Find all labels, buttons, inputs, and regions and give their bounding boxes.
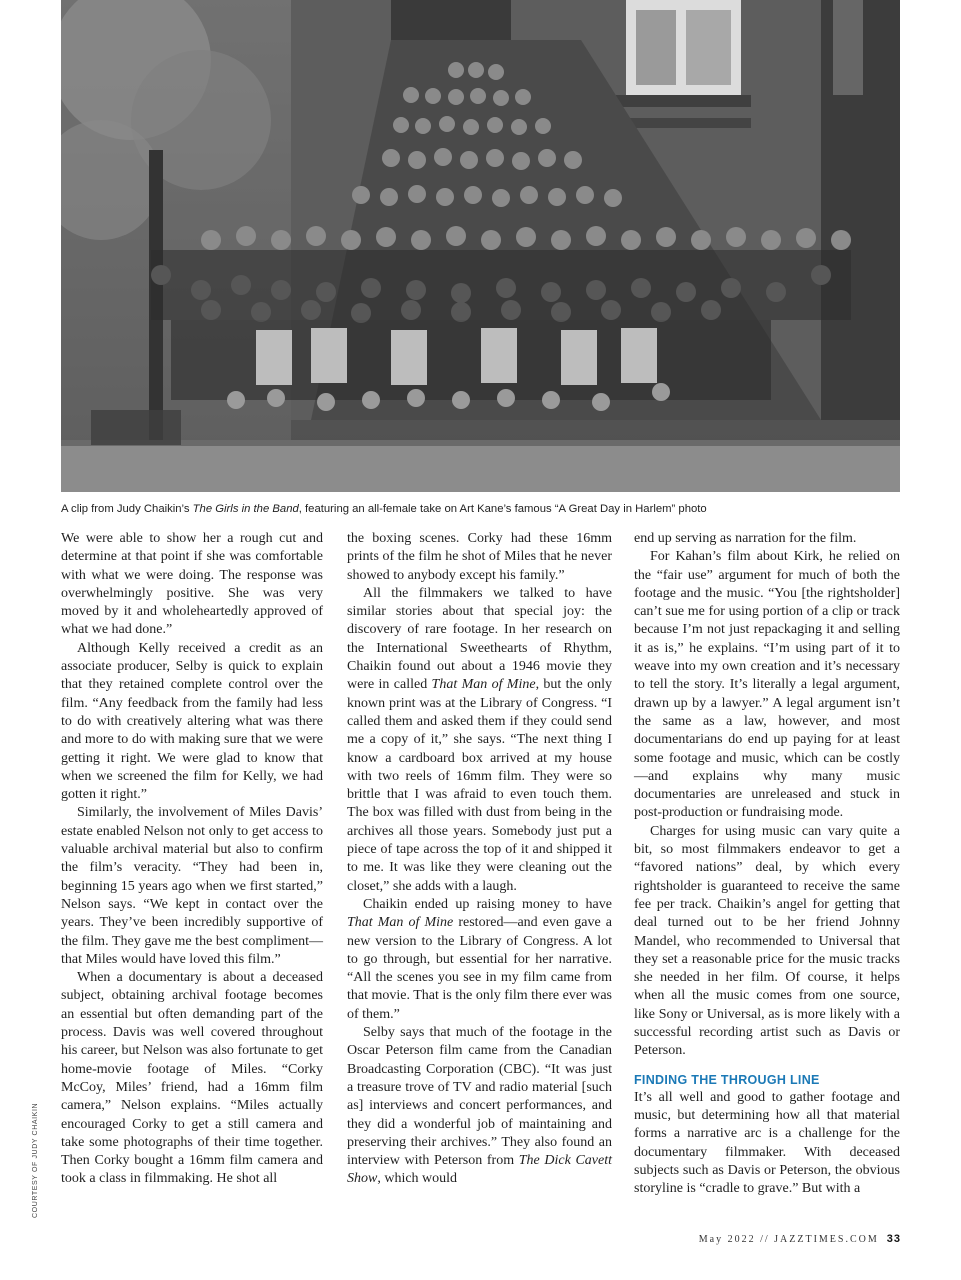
paragraph: Selby says that much of the footage in the Oscar Peterson film came from the Canadian Broadcasting Corporation (CBC). “It was just a treasure trove of TV and radio material [such as] interviews and concert performances, and they did a wonderful job of maintaining and preserving their archives.” They also found an interview with Peterson from The Dick Cavett Show, which would (347, 1025, 612, 1187)
paragraph: Chaikin ended up raising money to have That Man of Mine restored—and even gave a new version to the Library of Congress. A lot to go through, but essential for her narrative. “All the scenes you see in my film came from that movie. That is the only film there ever was of them.” (347, 896, 612, 1022)
page-folio (699, 1233, 901, 1245)
paragraph: Similarly, the involvement of Miles Davis’ estate enabled Nelson not only to get access to valuable archival material but also to confirm the film’s veracity. “They had been in, beginning 15 years ago when we first started,” Nelson says. “We kept in contact over the years. They’ve been incredibly supportive of the film. They gave me the best compliment—that Miles would have loved this film.” (61, 805, 323, 967)
article-column-2 (347, 530, 612, 1189)
paragraph: Although Kelly received a credit as an associate producer, Selby is quick to explain that they retained complete control over the film. “Any feedback from the family had less to do with creatively altering what was there and more to do with making sure that we were getting it right. We were glad to know that when we screened the film for Kelly, we had gotten it right.” (61, 640, 323, 803)
caption-suffix: , featuring an all-female take on Art Kane’s famous “A Great Day in Harlem” photo (298, 503, 707, 515)
paragraph: It’s all well and good to gather footage and music, but determining how all that material forms a narrative arc is a challenge for the documentary filmmaker. With deceased subjects such as Davis or Peterson, the obvious storyline is “cradle to grave.” But with a (634, 1089, 900, 1197)
group-photo (61, 0, 900, 492)
issue-and-site: May 2022 // JAZZTIMES.COM (698, 1234, 879, 1245)
paragraph: the boxing scenes. Corky had these 16mm prints of the film he shot of Miles that he never showed to anybody except his family.” (347, 531, 612, 583)
paragraph: We were able to show her a rough cut and determine at that point if she was comfortable with what we were doing. The response was overwhelmingly positive. She was very moved by it and wholeheartedly approved of what we had done.” (61, 531, 323, 638)
show-title: The Dick Cavett Show (347, 1153, 612, 1187)
paragraph: end up serving as narration for the film. (634, 531, 857, 546)
page-number: 33 (886, 1233, 901, 1245)
photo-credit: COURTESY OF JUDY CHAIKIN (32, 1102, 39, 1218)
film-title: That Man of Mine (347, 915, 454, 931)
article-column-1 (61, 530, 323, 1189)
section-heading: FINDING THE THROUGH LINE (634, 1072, 820, 1087)
paragraph: All the filmmakers we talked to have similar stories about that special joy: the discovery of rare footage. In her research on the International Sweethearts of Rhythm, Chaikin found out about a 1946 movie they were in called That Man of Mine, but the only known print was at the Library of Congress. “I called them and asked them if they could send me a copy of it,” she says. “The next thing I know a cardboard box arrived at my house with two reels of 16mm film. They were so brittle that I was afraid to even touch them. The box was filled with dust from being in the archives all those years. Somebody just put a piece of tape across the top of it and shipped it to me. It was like they were cleaning out the closet,” she adds with a laugh. (347, 585, 612, 894)
photo-caption (61, 503, 921, 515)
film-title: That Man of Mine (431, 677, 536, 693)
paragraph: When a documentary is about a deceased subject, obtaining archival footage becomes an essential but often demanding part of the process. Davis was well covered throughout his career, but Nelson was also fortunate to get home-movie footage of Miles. “Corky McCoy, Miles’ friend, had a 16mm film camera,” Nelson explains. “Miles actually encouraged Corky to get a still camera and take some photographs of their time together. Then Corky bought a 16mm film camera and took a class in filmmaking. He shot all (61, 970, 323, 1187)
paragraph: For Kahan’s film about Kirk, he relied on the “fair use” argument for much of both the footage and the music. “You [the rightsholder] can’t sue me for using portion of a clip or track because I’m not just repackaging it and selling it as is,” he explains. “I’m using part of it to weave into my own creation and it’s necessary to tell the story. It’s literally a legal argument, drawn up by a lawyer.” A legal argument isn’t the same as a law, however, and most documentarians do end up paying for at least some footage and music, which can be costly—and explains why many music documentaries are unreleased and stuck in post-production or fundraising mode. (634, 549, 900, 821)
article-column-3 (634, 530, 900, 1198)
caption-film-title: The Girls in the Band (192, 503, 299, 515)
paragraph: Charges for using music can vary quite a bit, so most filmmakers endeavor to get a “favored nations” deal, by which every rightsholder is guaranteed to receive the same fee per track. Chaikin’s angel for getting that deal turned out to be her friend Johnny Mandel, who recommended to Universal that they set a reasonable price for the music tracks she needed in her film. Of course, it helps when all the music comes from one source, like Sony or Universal, as is more likely with a successful recording artist such as Davis or Peterson. (634, 823, 900, 1059)
caption-prefix: A clip from Judy Chaikin’s (61, 503, 193, 515)
